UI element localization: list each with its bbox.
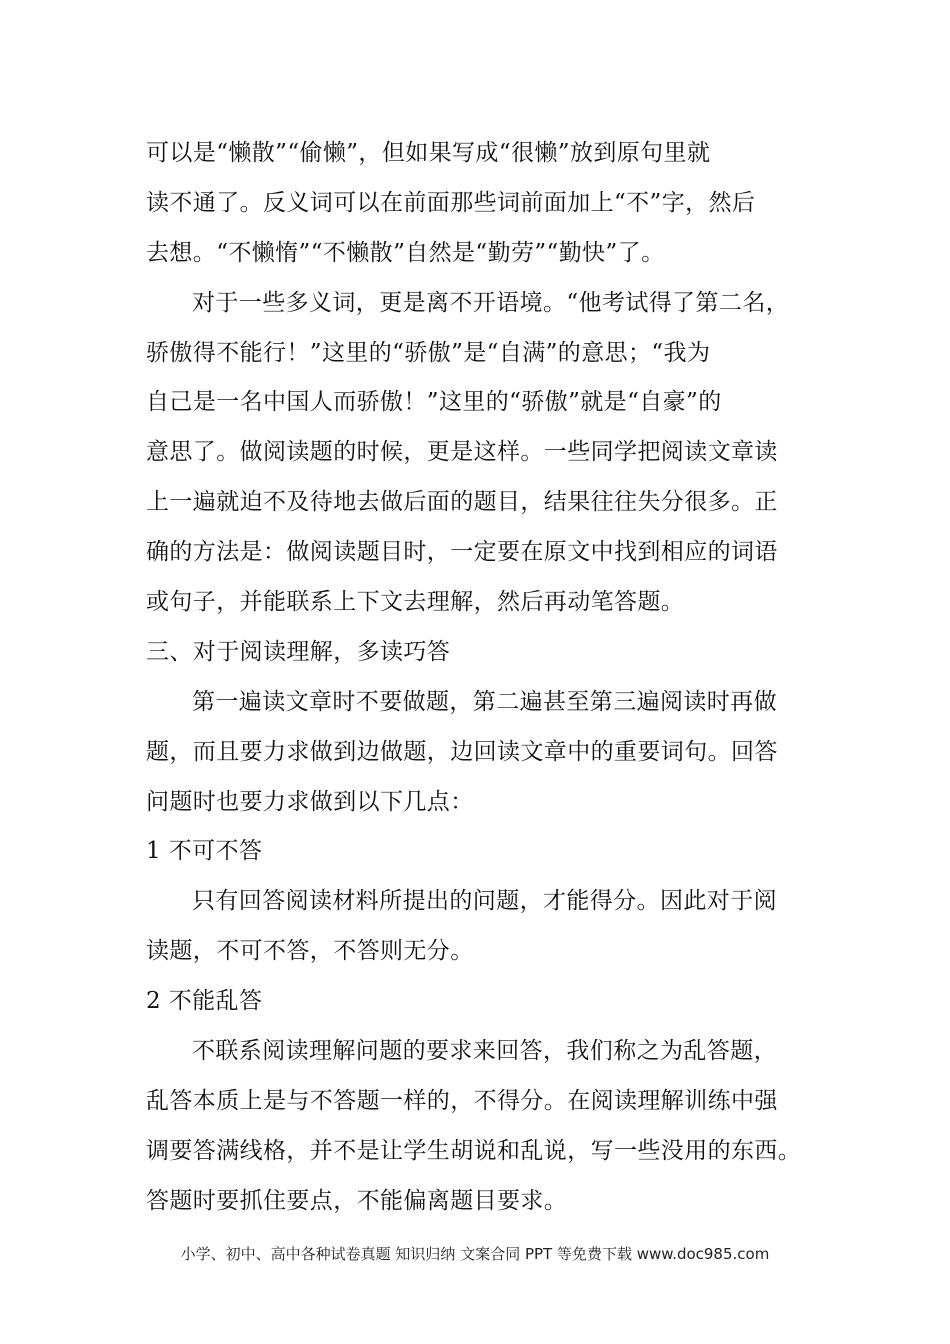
- text-line: 只有回答阅读材料所提出的问题，才能得分。因此对于阅: [192, 888, 777, 915]
- text-line: 读题，不可不答，不答则无分。: [146, 938, 474, 965]
- text-line: 去想。“不懒惰”“不懒散”自然是“勤劳”“勤快”了。: [146, 239, 665, 266]
- text-line: 或句子，并能联系上下文去理解，然后再动笔答题。: [146, 589, 685, 616]
- text-line: 确的方法是：做阅读题目时，一定要在原文中找到相应的词语: [146, 539, 778, 566]
- text-line: 调要答满线格，并不是让学生胡说和乱说，写一些没用的东西。: [146, 1137, 802, 1164]
- text-line: 乱答本质上是与不答题一样的，不得分。在阅读理解训练中强: [146, 1087, 778, 1114]
- text-line: 可以是“懒散”“偷懒”，但如果写成“很懒”放到原句里就: [146, 140, 711, 166]
- text-line: 三、对于阅读理解，多读巧答: [146, 638, 451, 665]
- text-line: 答题时要抓住要点，不能偏离题目要求。: [146, 1187, 568, 1214]
- document-body: [146, 129, 822, 1227]
- text-line: 意思了。做阅读题的时候，更是这样。一些同学把阅读文章读: [146, 439, 778, 466]
- text-line: 第一遍读文章时不要做题，第二遍甚至第三遍阅读时再做: [192, 688, 777, 715]
- text-line: 骄傲得不能行！”这里的“骄傲”是“自满”的意思；“我为: [146, 339, 711, 366]
- text-line: 对于一些多义词，更是离不开语境。“他考试得了第二名，: [192, 289, 790, 316]
- text-line: 读不通了。反义词可以在前面那些词前面加上“不”字，然后: [146, 189, 756, 216]
- text-line: 2 不能乱答: [146, 988, 263, 1015]
- text-line: 题，而且要力求做到边做题，边回读文章中的重要词句。回答: [146, 738, 778, 765]
- text-line: 上一遍就迫不及待地去做后面的题目，结果往往失分很多。正: [146, 489, 778, 516]
- text-line: 不联系阅读理解问题的要求来回答，我们称之为乱答题，: [192, 1038, 777, 1065]
- page-footer: 小学、初中、高中各种试卷真题 知识归纳 文案合同 PPT 等免费下载 www.doc985.com: [180, 1245, 770, 1263]
- text-line: 问题时也要力求做到以下几点：: [146, 788, 474, 815]
- text-line: 自己是一名中国人而骄傲！”这里的“骄傲”就是“自豪”的: [146, 389, 722, 416]
- text-line: 1 不可不答: [146, 838, 263, 865]
